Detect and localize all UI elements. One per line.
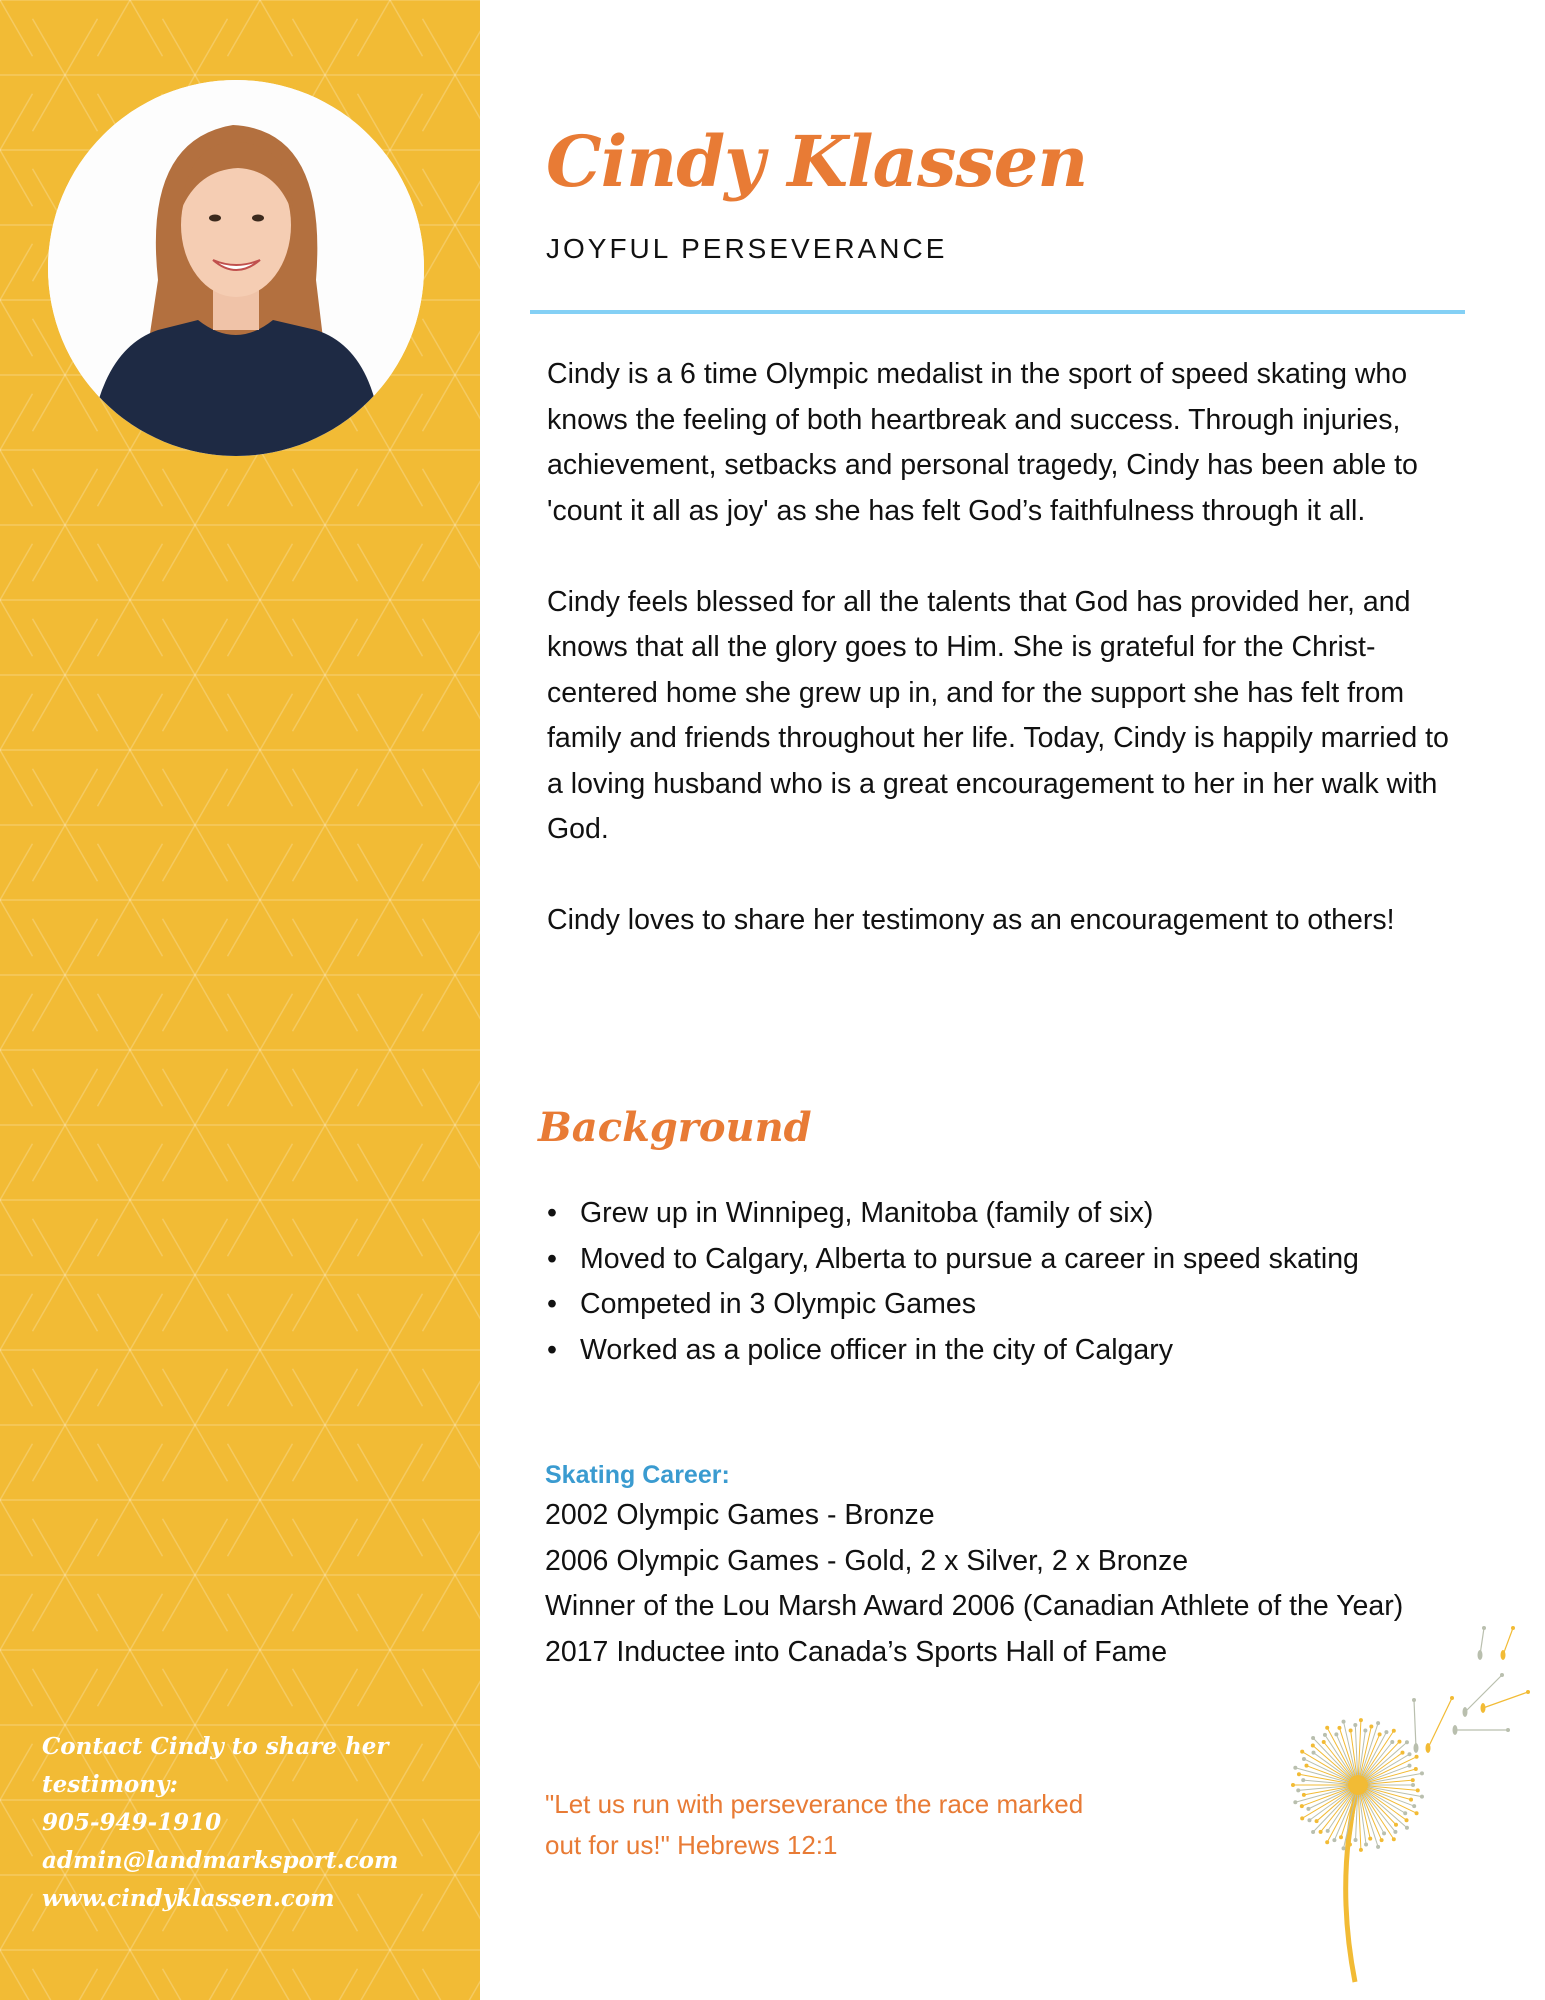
divider: [530, 310, 1465, 314]
skating-career-label: Skating Career:: [545, 1461, 730, 1489]
intro-paragraph: Cindy loves to share her testimony as an encouragement to others!: [547, 904, 1395, 936]
scripture-quote: "Let us run with perseverance the race marked out for us!" Hebrews 12:1: [545, 1789, 1084, 1860]
contact-info: [42, 1728, 472, 1918]
contact-email[interactable]: admin@landmarksport.com: [42, 1847, 399, 1874]
career-item: 2006 Olympic Games - Gold, 2 x Silver, 2 x Bronze: [545, 1544, 1189, 1577]
list-item: • Grew up in Winnipeg, Manitoba (family of six): [547, 1191, 1447, 1237]
career-item: 2002 Olympic Games - Bronze: [545, 1499, 935, 1531]
sidebar: [0, 0, 480, 2000]
contact-prompt-cont: testimony:: [42, 1771, 178, 1798]
dandelion-illustration: [1280, 1620, 1545, 2000]
contact-website[interactable]: www.cindyklassen.com: [42, 1885, 335, 1912]
intro-paragraph: Cindy is a 6 time Olympic medalist in the sport of speed skating who knows the feeling of both heartbreak and success. Through injuries, achievement, setbacks and personal tragedy, Cindy has been able to 'count it all as joy' as she has felt God’s faithfulness through it all.: [547, 358, 1418, 527]
list-item: • Moved to Calgary, Alberta to pursue a career in speed skating: [547, 1237, 1447, 1283]
contact-phone[interactable]: 905-949-1910: [42, 1809, 222, 1836]
page-title: Cindy Klassen: [546, 120, 1088, 203]
background-heading: Background: [538, 1104, 812, 1151]
career-item: Winner of the Lou Marsh Award 2006 (Canadian Athlete of the Year): [545, 1590, 1404, 1622]
career-item: 2017 Inductee into Canada’s Sports Hall of Fame: [545, 1635, 1168, 1668]
contact-prompt: Contact Cindy to share her: [42, 1733, 389, 1760]
intro-paragraph: Cindy feels blessed for all the talents that God has provided her, and knows that all the glory goes to Him. She is grateful for the Christ-centered home she grew up in, and for the support she has felt from family and friends throughout her life. Today, Cindy is happily married to a loving husband who is a great encouragement to her in her walk with God.: [547, 585, 1449, 845]
profile-photo: [48, 80, 424, 456]
background-list: [547, 1191, 1447, 1373]
tagline: JOYFUL PERSEVERANCE: [546, 233, 948, 264]
intro-text: [547, 352, 1467, 989]
list-item: • Competed in 3 Olympic Games: [547, 1282, 1447, 1328]
list-item: • Worked as a police officer in the city of Calgary: [547, 1328, 1447, 1374]
